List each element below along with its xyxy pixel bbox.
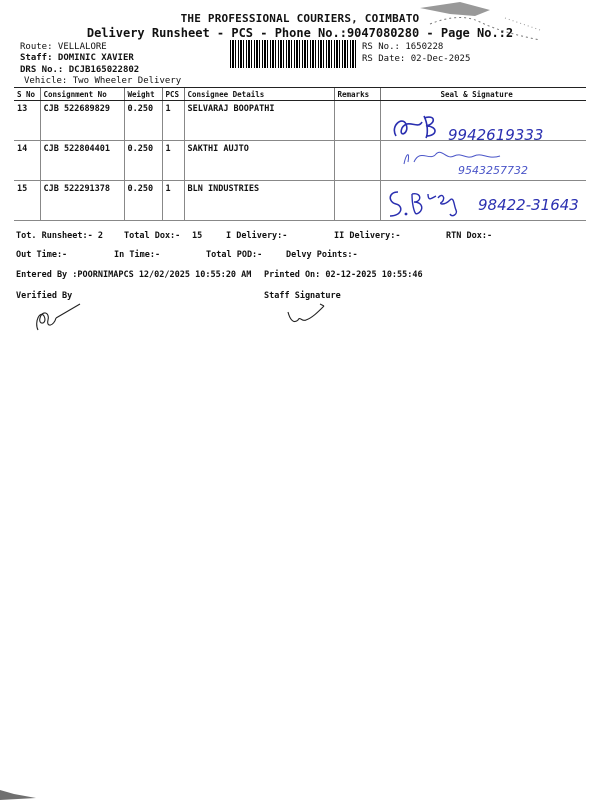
rs-number: RS No.: 1650228 [362,42,444,52]
tot-runsheet: Tot. Runsheet:- 2 [16,231,103,241]
rtn-dox: RTN Dox:- [446,231,493,241]
out-time: Out Time:- [16,250,68,260]
table-header-row [14,88,586,101]
delvy-points: Delvy Points:- [286,250,358,260]
col-header-remarks: Remarks [334,88,380,101]
cell-consignee: BLN INDUSTRIES [184,181,334,221]
handwritten-phone-3: 98422-31643 [478,196,579,214]
staff-signature-icon [284,302,334,328]
total-dox-label: Total Dox:- [124,231,181,241]
scan-artifact-icon [0,784,40,800]
cell-sno: 15 [14,181,40,221]
route-label: Route: VELLALORE [20,42,107,52]
cell-sno: 13 [14,101,40,141]
staff-signature-label: Staff Signature [264,291,341,301]
total-pod: Total POD:- [206,250,263,260]
vehicle-label: Vehicle: Two Wheeler Delivery [24,76,182,86]
col-header-signature: Seal & Signature [380,88,586,101]
in-time: In Time:- [114,250,161,260]
cell-weight: 0.250 [124,101,162,141]
cell-remarks [334,141,380,181]
col-header-pcs: PCS [162,88,184,101]
document-title: THE PROFESSIONAL COURIERS, COIMBATO [180,12,420,25]
cell-consignment: CJB 522804401 [40,141,124,181]
drs-number: DRS No.: DCJB165022802 [20,65,140,75]
verified-by-label: Verified By [16,291,73,301]
total-dox-value: 15 [192,231,203,241]
cell-pcs: 1 [162,141,184,181]
col-header-sno: S No [14,88,40,101]
rs-date: RS Date: 02-Dec-2025 [362,54,471,64]
verified-signature-icon [30,300,86,336]
cell-sno: 14 [14,141,40,181]
cell-consignment: CJB 522689829 [40,101,124,141]
cell-consignee: SAKTHI AUJTO [184,141,334,181]
cell-consignee: SELVARAJ BOOPATHI [184,101,334,141]
cell-remarks [334,181,380,221]
runsheet-subtitle: Delivery Runsheet - PCS - Phone No.:9047080280 - Page No.:2 [86,26,514,40]
col-header-consignment: Consignment No [40,88,124,101]
col-header-consignee: Consignee Details [184,88,334,101]
cell-weight: 0.250 [124,181,162,221]
handwritten-phone-2: 9543257732 [458,164,528,177]
cell-remarks [334,101,380,141]
staff-label: Staff: DOMINIC XAVIER [20,53,134,63]
cell-pcs: 1 [162,181,184,221]
ii-delivery: II Delivery:- [334,231,401,241]
cell-weight: 0.250 [124,141,162,181]
cell-pcs: 1 [162,101,184,141]
cell-consignment: CJB 522291378 [40,181,124,221]
signature-row-13-icon [388,108,448,144]
i-delivery: I Delivery:- [226,231,288,241]
handwritten-phone-1: 9942619333 [448,126,544,144]
col-header-weight: Weight [124,88,162,101]
signature-row-15-icon [384,186,464,222]
printed-on: Printed On: 02-12-2025 10:55:46 [264,270,423,280]
entered-by: Entered By :POORNIMAPCS 12/02/2025 10:55:20 AM [16,270,252,280]
barcode-icon [230,40,358,68]
